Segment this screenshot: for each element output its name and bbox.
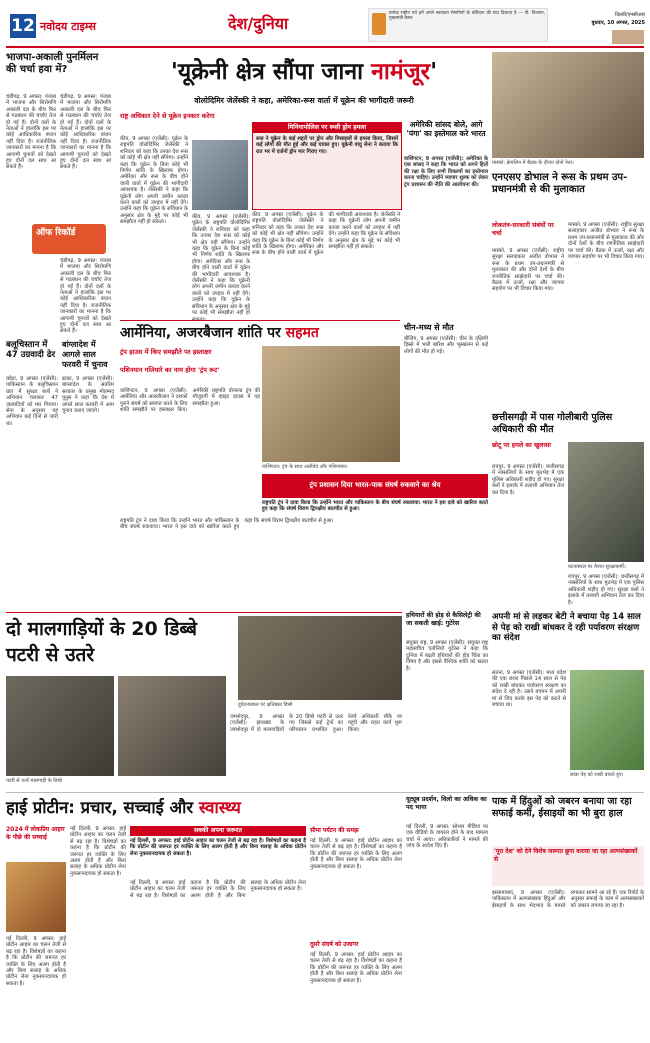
us-body: वाशिंगटन, 9 अगस्त (एजेंसी): अमेरिका के एक सांसद ने कहा कि भारत को अपने हितों की रक्षा के लिए सभी विकल्पों का इस्तेमाल करना चाहिए। उन्होंने व्यापार शुल्क को लेकर ट्रंप प्रशासन की नीति की आलोचना की। (404, 156, 488, 188)
bjp-akali-body-2: चंडीगढ़, 9 अगस्त: पंजाब में भाजपा और शिरोमणि अकाली दल के बीच फिर से गठबंधन की चर्चाएं तेज हो गई हैं। दोनों दलों के नेताओं ने हालांकि इस पर कोई आधिकारिक बयान नहीं दिया है। राजनीतिक जानकारों का मानना है कि आगामी चुनावों को देखते हुए दोनों दल साथ आ सकते हैं। (60, 94, 111, 171)
trains-photo-3 (238, 616, 402, 700)
trains-headline-emph: 20 डिब्बे पटरी से उतरे (6, 618, 197, 666)
header-photo (612, 30, 644, 44)
lead-headline (120, 52, 488, 96)
trade-body: राष्ट्रपति ट्रंप ने दावा किया कि उन्होंने भारत और पाकिस्तान के बीच संघर्ष रुकवाया। भारत ने इस दावे को खारिज करते हुए कहा कि संघर्ष विराम द्विपक्षीय बातचीत से हुआ। (120, 518, 334, 531)
armenia-body: वाशिंगटन, 9 अगस्त (एजेंसी): आर्मेनिया और अजरबैजान ने दशकों पुराने संघर्ष को समाप्त करने के लिए शांति समझौते पर हस्ताक्षर किए। अमेरिकी राष्ट्रपति डोनाल्ड ट्रंप की मौजूदगी में व्हाइट हाउस में यह समझौता हुआ। (120, 388, 260, 414)
lead-body-col1: कीव, 9 अगस्त (एजेंसी): यूक्रेन के राष्ट्रपति वोलोदिमिर जेलेंस्की ने शनिवार को कहा कि उनका देश रूस को कोई भी क्षेत्र नहीं सौंपेगा। उन्होंने कहा कि यूक्रेन के बिना कोई भी निर्णय शांति के खिलाफ होगा। अमेरिका और रूस के बीच होने वाली वार्ता में यूक्रेन की भागीदारी आवश्यक है। जेलेंस्की ने कहा कि यूक्रेनी लोग अपनी जमीन कब्जा करने वालों को उपहार में नहीं देंगे। उन्होंने कहा कि यूक्रेन के संविधान के अनुसार क्षेत्र के मुद्दे पर कोई भी समझौता नहीं हो सकता। (120, 136, 188, 226)
lead-box1 (120, 112, 246, 134)
trade-title: ट्रंप प्रशासन दिया भारत-पाक संघर्ष रुकवाने का श्रेय (309, 481, 441, 489)
env-headline: अपनी मां से लड़कर बेटी ने बचाया पेड़ 14 साल से पेड़ को राखी बांधकर दे रही पर्यावरण संरक्षण का संदेश (492, 612, 641, 643)
masthead (0, 0, 650, 46)
bangladesh-headline: बांग्लादेश में आगले साल फरवरी में चुनाव (62, 340, 108, 369)
protein-lede: नई दिल्ली, 9 अगस्त: हाई प्रोटीन आहार का चलन तेजी से बढ़ रहा है। विशेषज्ञों का कहना है कि प्रोटीन की जरूरत हर व्यक्ति के लिए अलग होती है और बिना सलाह के अधिक प्रोटीन लेना नुकसानदायक हो सकता है। (130, 838, 306, 857)
police-body-1: रायपुर, 9 अगस्त (एजेंसी): छत्तीसगढ़ में नक्सलियों के साथ मुठभेड़ में एक पुलिस अधिकारी शहीद हो गए। सुरक्षा बलों ने इलाके में तलाशी अभियान तेज कर दिया है। (492, 464, 564, 496)
armenia-headline (120, 322, 400, 344)
trade-box (262, 474, 488, 498)
protein-body-3: नई दिल्ली, 9 अगस्त: हाई प्रोटीन आहार का चलन तेजी से बढ़ रहा है। विशेषज्ञों का कहना है कि प्रोटीन की जरूरत हर व्यक्ति के लिए अलग होती है और बिना सलाह के अधिक प्रोटीन लेना नुकसानदायक हो सकता है। (130, 880, 306, 899)
trains-body: जमशेदपुर, 9 अगस्त (एजेंसी): झारखंड के जमशेदपुर में दो मालगाड़ियों के 20 डिब्बे पटरी से उतर गए जिससे कई ट्रेनों का परिचालन प्रभावित हुआ। रेलवे अधिकारी मौके पर पहुंचे और राहत कार्य शुरू किया। (230, 714, 402, 733)
protein-photo (6, 862, 66, 932)
protein-sub2: सीमा पर्यटन की समझ (310, 827, 359, 834)
guterres-headline: हथियारों की होड़ से कैसिलेट्री की जा सकती खाई: गुटेरेस (406, 612, 481, 627)
section-label: देश/दुनिया (228, 14, 289, 33)
armenia-headline-main: आर्मेनिया, अजरबैजान शांति पर (120, 325, 286, 341)
minister-title: मिनियापोलिस पर रूसी ड्रोन हमला (253, 123, 401, 133)
nsa-box: लोकतंत्र-सरकारी संबंधों पर चर्चा (492, 222, 554, 237)
lead-headline-main: 'यूक्रेनी क्षेत्र सौंपा जाना (170, 59, 372, 85)
trains-caption-1: पटरी से उतरे मालगाड़ी के डिब्बे (6, 778, 62, 784)
trains-rule (6, 612, 402, 613)
protein-body-2: नई दिल्ली, 9 अगस्त: हाई प्रोटीन आहार का चलन तेजी से बढ़ रहा है। विशेषज्ञों का कहना है कि प्रोटीन की जरूरत हर व्यक्ति के लिए अलग होती है और बिना सलाह के अधिक प्रोटीन लेना नुकसानदायक हो सकता है। (70, 826, 126, 877)
guterres-body: संयुक्त राष्ट्र, 9 अगस्त (एजेंसी): संयुक्त राष्ट्र महासचिव एंतोनियो गुटेरेस ने कहा कि दुनिया में बढ़ती हथियारों की होड़ चिंता का विषय है और इससे वैश्विक शांति को खतरा है। (406, 640, 488, 672)
moscow-caption: मास्को: क्रेमलिन में बैठक के दौरान दोनों नेता। (492, 160, 574, 166)
trade-lede: राष्ट्रपति ट्रंप ने दावा किया कि उन्होंने भारत और पाकिस्तान के बीच संघर्ष रुकवाया। भारत ने इस दावे को खारिज करते हुए कहा कि संघर्ष विराम द्विपक्षीय बातचीत से हुआ। (262, 500, 488, 513)
trains-photo-1 (6, 676, 114, 776)
badge-text: ऑफ रिकॉर्ड (36, 228, 76, 238)
date: बुधवार, 10 अगस्त, 2025 (591, 20, 645, 26)
pak-headline: पाक में हिंदुओं को जबरन बनाया जा रहा सफाई कर्मी, ईसाइयों का भी बुरा हाल (492, 796, 632, 819)
bjp-akali-story (6, 52, 111, 334)
guterres-story (406, 612, 488, 788)
edition: दिल्ली/एनसीआर (615, 12, 645, 18)
protein-headline (6, 796, 402, 822)
lead-body-col3: कीव, 9 अगस्त (एजेंसी): यूक्रेन के राष्ट्रपति वोलोदिमिर जेलेंस्की ने शनिवार को कहा कि उनका देश रूस को कोई भी क्षेत्र नहीं सौंपेगा। उन्होंने कहा कि यूक्रेन के बिना कोई भी निर्णय शांति के खिलाफ होगा। अमेरिका और रूस के बीच होने वाली वार्ता में यूक्रेन की भागीदारी आवश्यक है। जेलेंस्की ने कहा कि यूक्रेनी लोग अपनी जमीन कब्जा करने वालों को उपहार में नहीं देंगे। उन्होंने कहा कि यूक्रेन के संविधान के अनुसार क्षेत्र के मुद्दे पर कोई भी समझौता नहीं हो सकता। (252, 212, 400, 257)
minister-body: रूस ने यूक्रेन के कई शहरों पर ड्रोन और मिसाइलों से हमला किया, जिसमें कई लोगों की मौत हुई और कई घायल हुए। यूक्रेनी वायु सेना ने बताया कि रात भर में दर्जनों ड्रोन मार गिराए गए। (256, 136, 398, 155)
police-photo (568, 442, 644, 562)
youtube-body: नई दिल्ली, 9 अगस्त: सोशल मीडिया पर एक वीडियो के वायरल होने के बाद मामला चर्चा में आया। अधिकारियों ने मामले की जांच के आदेश दिए हैं। (406, 824, 488, 850)
armenia-headline-emph: सहमत (285, 325, 319, 341)
protein-headline-main: हाई प्रोटीन: प्रचार, सच्चाई और (6, 798, 199, 817)
us-story (404, 120, 488, 320)
bjp-akali-body-1: चंडीगढ़, 9 अगस्त: पंजाब में भाजपा और शिरोमणि अकाली दल के बीच फिर से गठबंधन की चर्चाएं तेज हो गई हैं। दोनों दलों के नेताओं ने हालांकि इस पर कोई आधिकारिक बयान नहीं दिया है। राजनीतिक जानकारों का मानना है कि आगामी चुनावों को देखते हुए दोनों दल साथ आ सकते हैं। (6, 94, 56, 171)
ad-emblem-icon (372, 13, 386, 35)
nsa-headline: एनएसए डोभाल ने रूस के प्रथम उप-प्रधानमंत्री से की मुलाकात (492, 172, 628, 195)
police-body-2: रायपुर, 9 अगस्त (एजेंसी): छत्तीसगढ़ में नक्सलियों के साथ मुठभेड़ में एक पुलिस अधिकारी शहीद हो गए। सुरक्षा बलों ने इलाके में तलाशी अभियान तेज कर दिया है। (568, 574, 644, 606)
bjp-akali-headline: भाजपा-अकाली पुनर्मिलन की चर्चा हवा में? (6, 52, 99, 75)
protein-subtitle: सबकी अपना जरूरत (130, 826, 306, 836)
armenia-photo (262, 346, 400, 462)
lead-box1-text: राष्ट्र अधिकार देने से यूक्रेन इनकार करेगा (120, 112, 215, 120)
lead-headline-end: ' (430, 59, 438, 85)
zelensky-photo (192, 140, 248, 210)
bottom-rule (6, 792, 644, 793)
protein-body-1: नई दिल्ली, 9 अगस्त: हाई प्रोटीन आहार का चलन तेजी से बढ़ रहा है। विशेषज्ञों का कहना है कि प्रोटीन की जरूरत हर व्यक्ति के लिए अलग होती है और बिना सलाह के अधिक प्रोटीन लेना नुकसानदायक हो सकता है। (6, 936, 66, 987)
nsa-body-col1: मास्को, 9 अगस्त (एजेंसी): राष्ट्रीय सुरक्षा सलाहकार अजीत डोभाल ने रूस के प्रथम उप-प्रधानमंत्री से मुलाकात की और दोनों देशों के बीच रणनीतिक साझेदारी पर चर्चा की। बैठक में ऊर्जा, रक्षा और व्यापार सहयोग पर भी विचार किया गया। (492, 248, 564, 293)
china-headline: चीन-मध्य से मौत (404, 323, 454, 332)
us-headline: अमेरिकी सांसद बोले, आगे 'पंगा' का इस्तेमाल करे भारत (406, 120, 486, 138)
trains-headline (6, 616, 236, 674)
ad-text: प्रत्येक राष्ट्रीय पर्व हमें अपने स्वतंत्रता सेनानियों के बलिदान की याद दिलाता है — पी. विजयन, मुख्यमंत्री केरल (389, 11, 545, 22)
china-body: बीजिंग, 9 अगस्त (एजेंसी): चीन के दक्षिणी हिस्से में भारी बारिश और भूस्खलन से कई लोगों की मौत हो गई। (404, 336, 488, 355)
protein-box: 2024 में लोकप्रिय आहार के पीछे की सच्चाई (6, 826, 65, 841)
police-caption: घटनास्थल पर तैनात सुरक्षाकर्मी। (568, 564, 626, 570)
trains-caption-2: दुर्घटनास्थल पर क्षतिग्रस्त डिब्बे (238, 702, 293, 708)
trains-photo-2 (118, 676, 226, 776)
protein-sub3: दूसरे संघर्ष को उजागर (310, 941, 359, 948)
lead-body-col2: कीव, 9 अगस्त (एजेंसी): यूक्रेन के राष्ट्रपति वोलोदिमिर जेलेंस्की ने शनिवार को कहा कि उनका देश रूस को कोई भी क्षेत्र नहीं सौंपेगा। उन्होंने कहा कि यूक्रेन के बिना कोई भी निर्णय शांति के खिलाफ होगा। अमेरिका और रूस के बीच होने वाली वार्ता में यूक्रेन की भागीदारी आवश्यक है। जेलेंस्की ने कहा कि यूक्रेनी लोग अपनी जमीन कब्जा करने वालों को उपहार में नहीं देंगे। उन्होंने कहा कि यूक्रेन के संविधान के अनुसार क्षेत्र के मुद्दे पर कोई भी समझौता नहीं हो (192, 214, 250, 317)
armenia-rule (120, 320, 400, 321)
lead-headline-emph: नामंजूर (371, 59, 431, 85)
balochistan-story (6, 340, 58, 590)
env-photo (570, 670, 644, 770)
trains-headline-main: दो मालगाड़ियों के (6, 618, 132, 640)
off-record-badge (32, 224, 106, 254)
police-box: छोटू पर हमले का खुलासा (492, 442, 551, 449)
pak-box: 'पूरा देश' को देने विशेष जरूरत छूपा कराया जा रहा अल्पसंख्यकों से (492, 846, 644, 886)
armenia-bullet-1: ट्रंप हाउस में किए समझौते पर हस्ताक्षर (120, 348, 212, 356)
police-headline: छत्तीसगढ़ी में पास गोलीबारी पुलिस अधिकारी की मौत (492, 412, 613, 435)
minister-box (252, 122, 402, 210)
header-ad (368, 8, 548, 42)
lead-subhead: वोलोदिमिर जेलेंस्की ने कहा, अमेरिका-रूस वार्ता में यूक्रेन की भागीदारी जरूरी (194, 96, 414, 105)
armenia-bullets (120, 348, 260, 384)
china-story (404, 322, 488, 412)
page-number: 12 (11, 16, 35, 36)
protein-headline-emph: स्वास्थ्य (198, 798, 241, 817)
balochistan-body: क्वेटा, 9 अगस्त (एजेंसी): पाकिस्तान के बलूचिस्तान प्रांत में सुरक्षा बलों ने अभियान चलाकर 47 उग्रवादियों को मार गिराया। सेना के अनुसार यह अभियान कई दिनों से जारी था। (6, 376, 58, 427)
bangladesh-story (62, 340, 114, 590)
moscow-photo (492, 52, 644, 158)
paper-name: नवोदय टाइम्स (40, 20, 96, 33)
protein-body-4: नई दिल्ली, 9 अगस्त: हाई प्रोटीन आहार का चलन तेजी से बढ़ रहा है। विशेषज्ञों का कहना है कि प्रोटीन की जरूरत हर व्यक्ति के लिए अलग होती है और बिना सलाह के अधिक प्रोटीन लेना नुकसानदायक हो सकता है। (310, 838, 402, 870)
header-rule (6, 46, 644, 48)
env-caption: छात्रा पेड़ को राखी बांधते हुए। (570, 772, 624, 778)
armenia-caption: वाशिंगटन: ट्रंप के साथ अलीयेव और पशिनयान। (262, 464, 348, 470)
bangladesh-body: ढाका, 9 अगस्त (एजेंसी): बांग्लादेश के अंतरिम सरकार के प्रमुख मोहम्मद यूनुस ने कहा कि देश में अगले साल फरवरी में आम चुनाव कराए जाएंगे। (62, 376, 114, 415)
nsa-body-col2: मास्को, 9 अगस्त (एजेंसी): राष्ट्रीय सुरक्षा सलाहकार अजीत डोभाल ने रूस के प्रथम उप-प्रधानमंत्री से मुलाकात की और दोनों देशों के बीच रणनीतिक साझेदारी पर चर्चा की। बैठक में ऊर्जा, रक्षा और व्यापार सहयोग पर भी विचार किया गया। (568, 222, 644, 261)
protein-body-5: नई दिल्ली, 9 अगस्त: हाई प्रोटीन आहार का चलन तेजी से बढ़ रहा है। विशेषज्ञों का कहना है कि प्रोटीन की जरूरत हर व्यक्ति के लिए अलग होती है और बिना सलाह के अधिक प्रोटीन लेना नुकसानदायक हो सकता है। (310, 952, 402, 984)
bjp-akali-body-3: चंडीगढ़, 9 अगस्त: पंजाब में भाजपा और शिरोमणि अकाली दल के बीच फिर से गठबंधन की चर्चाएं तेज हो गई हैं। दोनों दलों के नेताओं ने हालांकि इस पर कोई आधिकारिक बयान नहीं दिया है। राजनीतिक जानकारों का मानना है कि आगामी चुनावों को देखते हुए दोनों दल साथ आ सकते हैं। (60, 258, 111, 335)
balochistan-headline: बलूचिस्तान में 47 उग्रवादी ढेर (6, 340, 56, 360)
pak-body: इस्लामाबाद, 9 अगस्त (एजेंसी): पाकिस्तान में अल्पसंख्यक हिंदुओं और ईसाइयों के साथ भेदभाव के मामले लगातार सामने आ रहे हैं। एक रिपोर्ट के अनुसार सफाई के काम में अल्पसंख्यकों को जबरन लगाया जा रहा है। (492, 890, 644, 909)
youtube-headline: यूट्यूब प्रदर्शन, विलो का अधिक का पद भाया (406, 796, 487, 811)
armenia-bullet-2: पशिनयान गलियारे का नाम होगा 'ट्रंप रूट' (120, 366, 220, 374)
youtube-story (406, 796, 488, 1038)
env-body: सतना, 9 अगस्त (एजेंसी): मध्य प्रदेश की एक छात्रा पिछले 14 साल से पेड़ को राखी बांधकर पर्यावरण संरक्षण का संदेश दे रही है। उसने बचपन में अपनी मां से जिद करके इस पेड़ को कटने से बचाया था। (492, 670, 566, 709)
